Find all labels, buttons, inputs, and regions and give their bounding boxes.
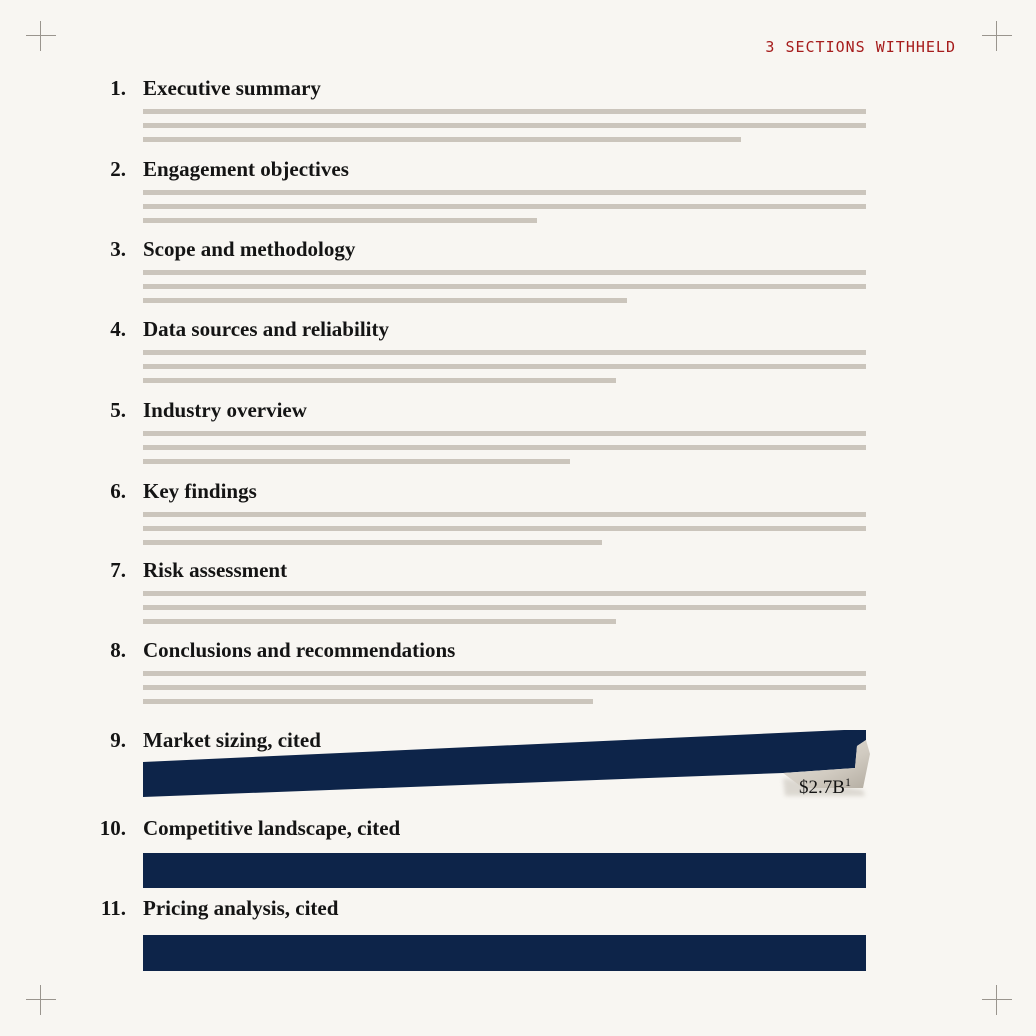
section-number: 4.	[110, 317, 126, 341]
placeholder-text-line	[143, 298, 627, 303]
section-title: Competitive landscape, cited	[143, 816, 401, 840]
placeholder-text-line	[143, 512, 866, 517]
section-title: Scope and methodology	[143, 237, 356, 261]
placeholder-text-line	[143, 123, 866, 128]
placeholder-text-line	[143, 671, 866, 676]
section-number: 10.	[99, 816, 126, 840]
section-title: Conclusions and recommendations	[143, 638, 456, 662]
peeled-redaction-graphic	[143, 730, 871, 800]
section-number: 2.	[110, 157, 126, 181]
placeholder-text-line	[143, 431, 866, 436]
section-number: 11.	[100, 896, 126, 920]
section-number: 7.	[110, 558, 126, 582]
placeholder-text-line	[143, 445, 866, 450]
placeholder-text-line	[143, 350, 866, 355]
placeholder-text-line	[143, 218, 537, 223]
placeholder-text-line	[143, 378, 616, 383]
footnote-marker: 1	[844, 775, 851, 789]
section-title: Key findings	[143, 479, 257, 503]
section-number: 1.	[110, 76, 126, 100]
crop-mark-bottom-left	[26, 985, 56, 1015]
placeholder-text-line	[143, 270, 866, 275]
withheld-stamp: 3 SECTIONS WITHHELD	[765, 38, 956, 56]
section-number: 9.	[110, 728, 126, 752]
section-title: Pricing analysis, cited	[143, 896, 339, 920]
placeholder-text-line	[143, 109, 866, 114]
redaction-bar	[143, 935, 866, 971]
redaction-bar	[143, 730, 866, 797]
crop-mark-top-left	[26, 21, 56, 51]
placeholder-text-line	[143, 190, 866, 195]
section-number: 8.	[110, 638, 126, 662]
placeholder-text-line	[143, 526, 866, 531]
placeholder-text-line	[143, 137, 741, 142]
placeholder-text-line	[143, 459, 570, 464]
placeholder-text-line	[143, 364, 866, 369]
placeholder-text-line	[143, 204, 866, 209]
section-title: Industry overview	[143, 398, 307, 422]
section-title: Risk assessment	[143, 558, 288, 582]
placeholder-text-line	[143, 540, 602, 545]
section-title: Engagement objectives	[143, 157, 349, 181]
placeholder-text-line	[143, 685, 866, 690]
revealed-value	[799, 776, 851, 797]
redaction-bar	[143, 853, 866, 888]
revealed-figure: $2.7B	[799, 777, 845, 798]
placeholder-text-line	[143, 699, 593, 704]
placeholder-text-line	[143, 605, 866, 610]
section-title: Executive summary	[143, 76, 321, 100]
crop-mark-top-right	[982, 21, 1012, 51]
section-number: 5.	[110, 398, 126, 422]
placeholder-text-line	[143, 284, 866, 289]
section-number: 6.	[110, 479, 126, 503]
placeholder-text-line	[143, 591, 866, 596]
section-title: Data sources and reliability	[143, 317, 389, 341]
crop-mark-bottom-right	[982, 985, 1012, 1015]
placeholder-text-line	[143, 619, 616, 624]
peeled-redaction	[143, 730, 871, 800]
section-number: 3.	[110, 237, 126, 261]
section-title: Market sizing, cited	[143, 728, 321, 752]
